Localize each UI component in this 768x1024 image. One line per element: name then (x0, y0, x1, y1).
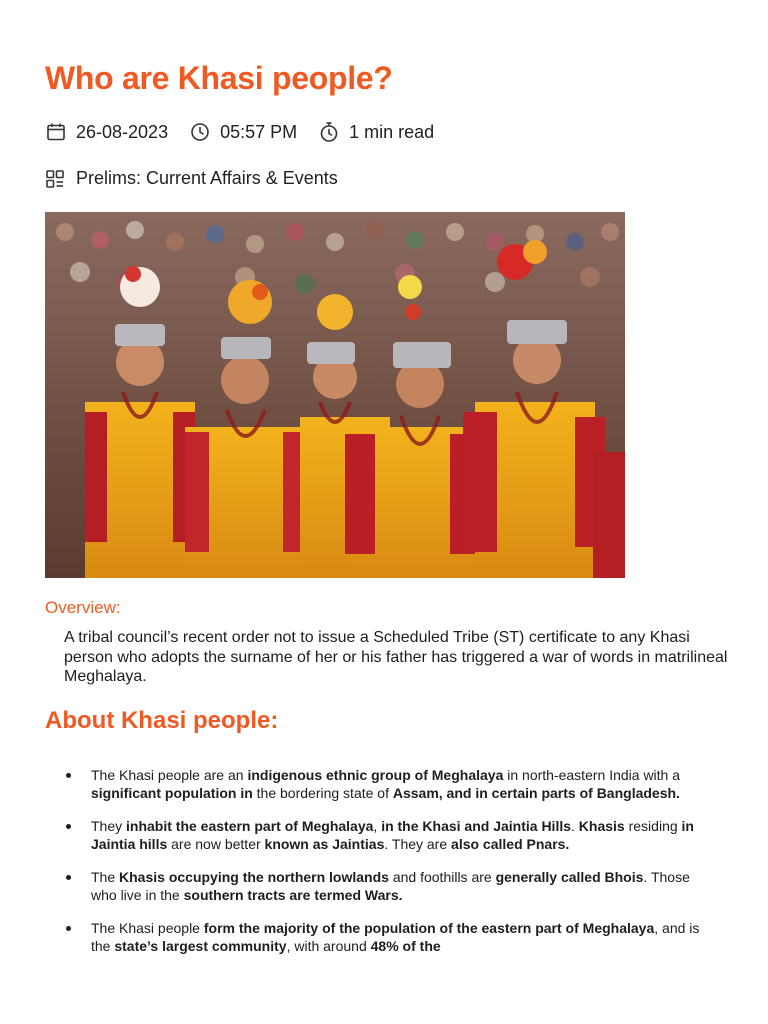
article-meta (46, 121, 456, 143)
category-text: Prelims: Current Affairs & Events (76, 168, 338, 188)
list-item: They inhabit the eastern part of Meghalaya, in the Khasi and Jaintia Hills. Khasis residing in Jaintia hills are now better known as Jaintias. They are also called Pnars. (64, 817, 704, 853)
publish-date (46, 122, 168, 143)
publish-date-text: 26-08-2023 (76, 121, 169, 142)
category-tag[interactable] (46, 168, 338, 189)
about-bullet-list (64, 766, 704, 970)
hero-image (45, 212, 625, 578)
clock-icon (190, 122, 210, 142)
read-time (319, 121, 434, 143)
overview-text: A tribal council’s recent order not to issue a Scheduled Tribe (ST) certificate to any Khasi person who adopts the surname of her or his father has triggered a war of words in matrilineal Meghalaya. (64, 629, 728, 685)
overview-label: Overview: (45, 598, 121, 617)
about-heading: About Khasi people: (45, 707, 279, 734)
list-item: The Khasi people form the majority of the population of the eastern part of Meghalaya, and is the state’s largest community, with around 48% of the (64, 919, 704, 955)
stopwatch-icon (319, 121, 339, 143)
read-time-text: 1 min read (349, 121, 435, 142)
page-title: Who are Khasi people? (45, 60, 393, 96)
publish-time-text: 05:57 PM (220, 121, 298, 142)
calendar-icon (46, 122, 66, 142)
publish-time (190, 122, 297, 143)
khasi-dancers-photo (45, 212, 625, 578)
list-item: The Khasis occupying the northern lowlands and foothills are generally called Bhois. Those who live in the southern tracts are termed Wars. (64, 868, 704, 904)
list-item: The Khasi people are an indigenous ethnic group of Meghalaya in north-eastern India with a significant population in the bordering state of Assam, and in certain parts of Bangladesh. (64, 766, 704, 802)
category-grid-icon (46, 170, 64, 188)
